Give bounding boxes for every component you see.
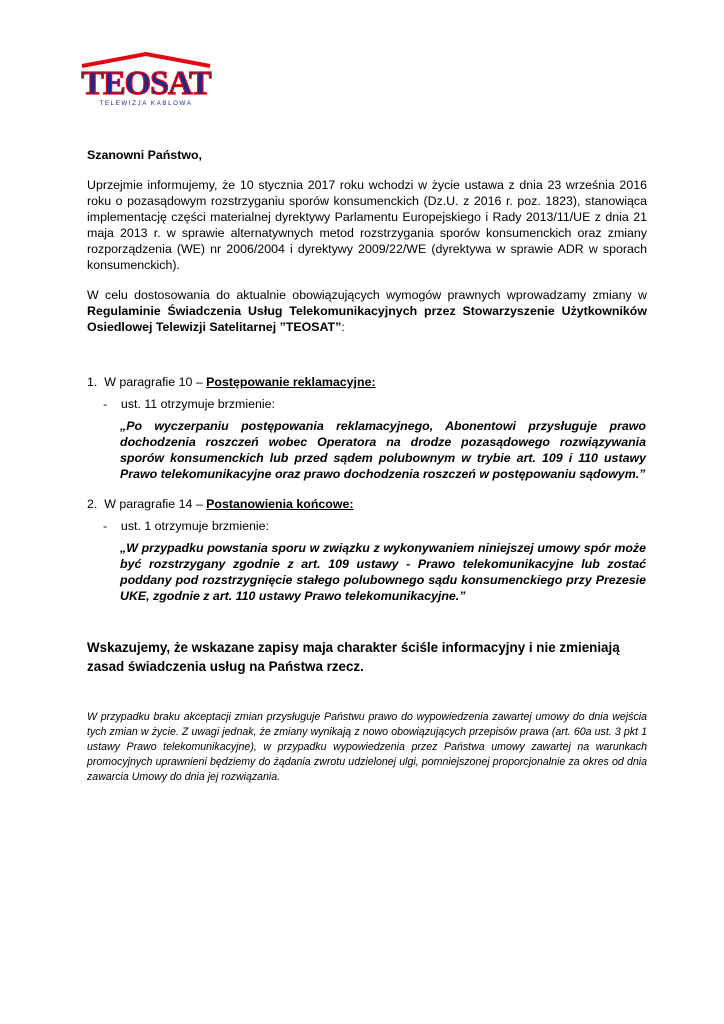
changes-intro-suffix: :: [341, 320, 345, 334]
quote-1: „Po wyczerpaniu postępowania reklamacyjnego, Abonentowi przysługuje prawo dochodzenia roszczeń wobec Operatora na drodze pozasądowego rozwiązywania sporów konsumenckich lub przed sądem polubownym w trybie art. 109 i 110 ustawy Prawo telekomunikacyjne oraz prawo dochodzenia roszczeń w postępowaniu sądowym.”: [120, 419, 646, 481]
letter-body: [87, 147, 647, 335]
item-title: Postanowienia końcowe:: [206, 497, 354, 511]
regulation-name: Regulaminie Świadczenia Usług Telekomunikacyjnych przez Stowarzyszenie Użytkowników Osiedlowej Telewizji Satelitarnej ”TEOSAT”: [87, 304, 647, 334]
footer-note: W przypadku braku akceptacji zmian przysługuje Państwu prawo do wypowiedzenia zawartej umowy do dnia wejścia tych zmian w życie. Z uwagi jednak, że zmiany wynikają z nowo obowiązujących przepisów prawa (art. 60a ust. 3 pkt 1 ustawy Prawo telekomunikacyjne), w przypadku wypowiedzenia przez Państwa umowy zawartej na warunkach promocyjnych uprawnieni będziemy do żądania zwrotu udzielonej ulgi, pomniejszonej proporcjonalnie za okres od dnia zawarcia Umowy do dnia jej rozwiązania.: [87, 711, 647, 783]
item-number: 1.: [87, 375, 98, 389]
logo-graphic: [76, 52, 216, 108]
logo-text: TEOSAT: [81, 65, 211, 102]
sub-dash: -: [103, 519, 108, 533]
informational-note: Wskazujemy, że wskazane zapisy maja charakter ściśle informacyjny i nie zmieniają zasad świadczenia usług na Państwa rzecz.: [87, 640, 620, 674]
intro-paragraph: Uprzejmie informujemy, że 10 stycznia 2017 roku wchodzi w życie ustawa z dnia 23 września 2016 roku o pozasądowym rozstrzyganiu sporów konsumenckich (Dz.U. z 2016 r. poz. 1823), stanowiąca implementację części materialnej dyrektywy Parlamentu Europejskiego i Rady 2013/11/UE z dnia 21 maja 2013 r. w sprawie alternatywnych metod rozstrzygania sporów konsumenckich oraz zmiany rozporządzenia (WE) nr 2006/2004 i dyrektywy 2009/22/WE (dyrektywa w sprawie ADR w sporach konsumenckich).: [87, 178, 647, 272]
teosat-logo: [76, 52, 216, 108]
changes-intro-prefix: W celu dostosowania do aktualnie obowiązujących wymogów prawnych wprowadzamy zmiany w: [87, 288, 647, 302]
item-number: 2.: [87, 497, 98, 511]
logo-tagline: TELEWIZJA KABLOWA: [99, 100, 193, 107]
item-title: Postępowanie reklamacyjne:: [206, 375, 376, 389]
list-item-2: [87, 496, 354, 512]
sub-item-1: [103, 396, 275, 412]
sub-item-2: [103, 518, 269, 534]
item-prefix: W paragrafie 14 –: [104, 497, 207, 511]
quote-2: „W przypadku powstania sporu w związku z wykonywaniem niniejszej umowy spór może być rozstrzygany zgodnie z art. 109 ustawy - Prawo telekomunikacyjne lub zostać poddany pod rozstrzygnięcie stałego polubownego sądu konsumenckiego przy Prezesie UKE, zgodnie z art. 110 ustawy Prawo telekomunikacyjne.”: [120, 541, 646, 603]
sub-text: ust. 1 otrzymuje brzmienie:: [120, 519, 269, 533]
changes-intro-paragraph: [87, 287, 647, 335]
sub-text: ust. 11 otrzymuje brzmienie:: [120, 397, 275, 411]
salutation: Szanowni Państwo,: [87, 148, 202, 162]
sub-dash: -: [103, 397, 108, 411]
item-prefix: W paragrafie 10 –: [104, 375, 207, 389]
list-item-1: [87, 374, 376, 390]
